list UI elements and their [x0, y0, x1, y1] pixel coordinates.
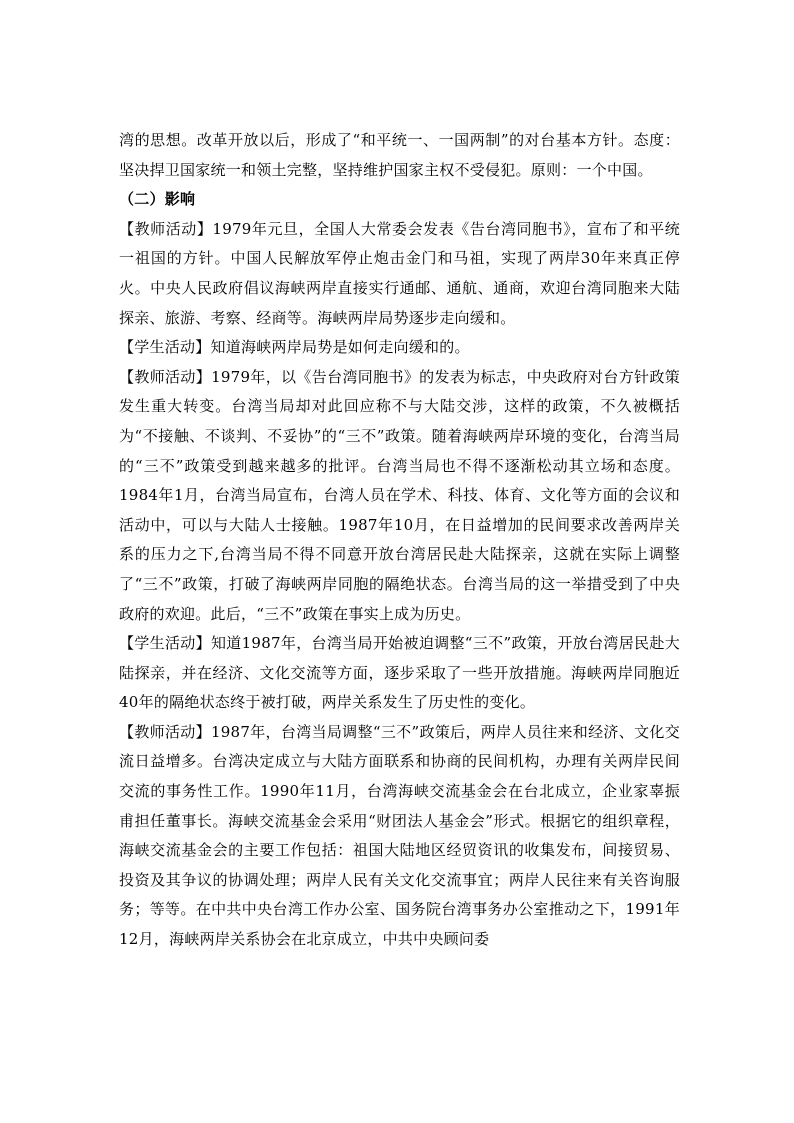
activity-tag: 【教师活动】 — [119, 722, 211, 741]
activity-tag: 【学生活动】 — [119, 634, 211, 653]
document-body — [119, 126, 680, 955]
activity-tag: 【教师活动】 — [119, 219, 213, 238]
activity-tag: 【教师活动】 — [119, 367, 212, 386]
student-activity-paragraph — [119, 333, 680, 363]
activity-tag: 【学生活动】 — [119, 338, 211, 357]
paragraph-text: 1979年元旦，全国人大常委会发表《告台湾同胞书》，宣布了和平统一祖国的方针。中国人民解放军停止炮击金门和马祖，实现了两岸30年来真正停火。中央人民政府倡议海峡两岸直接实行通邮、通航、通商，欢迎台湾同胞来大陆探亲、旅游、考察、经商等。海峡两岸局势逐步走向缓和。 — [119, 219, 680, 327]
teacher-activity-paragraph — [119, 718, 680, 955]
intro-paragraph — [119, 126, 680, 185]
section-heading: （二）影响 — [119, 190, 196, 209]
student-activity-paragraph — [119, 629, 680, 718]
paragraph-text: 1987年，台湾当局调整“三不”政策后，两岸人员往来和经济、文化交流日益增多。台湾决定成立与大陆方面联系和协商的民间机构，办理有关两岸民间交流的事务性工作。1990年11月，台湾海峡交流基金会在台北成立，企业家辜振甫担任董事长。海峡交流基金会采用“财团法人基金会”形式。根据它的组织章程，海峡交流基金会的主要工作包括：祖国大陆地区经贸资讯的收集发布，间接贸易、投资及其争议的协调处理；两岸人民有关文化交流事宜；两岸人民往来有关咨询服务；等等。在中共中央台湾工作办公室、国务院台湾事务办公室推动之下，1991年12月，海峡两岸关系协会在北京成立，中共中央顾问委 — [119, 722, 680, 949]
paragraph-text: 知道海峡两岸局势是如何走向缓和的。 — [210, 338, 470, 357]
teacher-activity-paragraph — [119, 215, 680, 333]
paragraph-text: 1979年，以《告台湾同胞书》的发表为标志，中央政府对台方针政策发生重大转变。台湾当局却对此回应称不与大陆交涉，这样的政策，不久被概括为“不接触、不谈判、不妥协”的“三不”政策。随着海峡两岸环境的变化，台湾当局的“三不”政策受到越来越多的批评。台湾当局也不得不逐渐松动其立场和态度。1984年1月，台湾当局宣布，台湾人员在学术、科技、体育、文化等方面的会议和活动中，可以与大陆人士接触。1987年10月，在日益增加的民间要求改善两岸关系的压力之下,台湾当局不得不同意开放台湾居民赴大陆探亲，这就在实际上调整了“三不”政策，打破了海峡两岸同胞的隔绝状态。台湾当局的这一举措受到了中央政府的欢迎。此后，“三不”政策在事实上成为历史。 — [119, 367, 680, 623]
teacher-activity-paragraph — [119, 363, 680, 629]
paragraph-text: 湾的思想。改革开放以后，形成了“和平统一、一国两制”的对台基本方针。态度：坚决捍卫国家统一和领土完整，坚持维护国家主权不受侵犯。原则：一个中国。 — [119, 131, 680, 179]
paragraph-text: 知道1987年，台湾当局开始被迫调整“三不”政策，开放台湾居民赴大陆探亲，并在经济、文化交流等方面，逐步采取了一些开放措施。海峡两岸同胞近40年的隔绝状态终于被打破，两岸关系发生了历史性的变化。 — [119, 634, 680, 712]
